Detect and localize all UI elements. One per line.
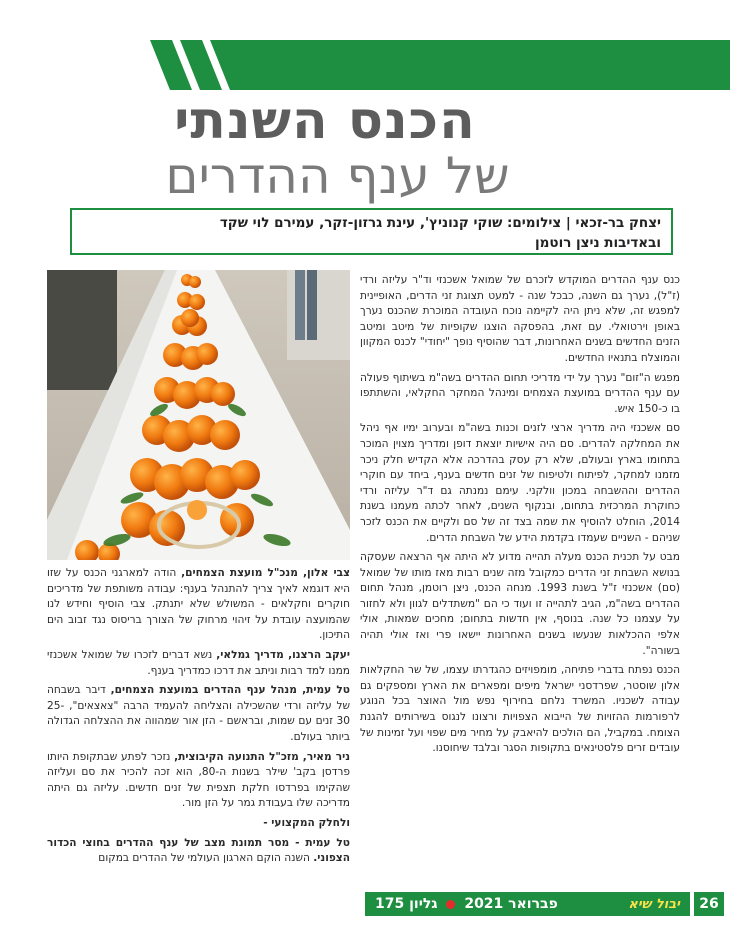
speaker-text: דיבר בשבחה של עליזה ורדי שהשכילה והצליחה להעמיד הרבה "צאצאים", 25-30 זנים עם שמות, ובראשם - הזן אור שמהווה את ההצלחה הגדולה ביותר בעולם.: [47, 684, 350, 743]
issue-number: גליון 175: [375, 896, 438, 912]
speaker-name: טל עמית - מסר תמונת מצב של ענף ההדרים בחוצי הכדור הצפוני.: [47, 836, 350, 865]
speaker-text: השנה הוקם הארגון העולמי של ההדרים במקום: [98, 852, 314, 865]
paragraph: [47, 648, 350, 679]
paragraph: מפגש ה"זום" נערך על ידי מדריכי תחום ההדרים בשה"מ בשיתוף פעולה עם ענף ההדרים במועצת הצמחים ומינהל המחקר החקלאי, והשתתפו בו כ-150 איש.: [360, 371, 680, 415]
page-number: 26: [694, 892, 724, 916]
speaker-text: הודה למארגני הכנס על שזו היא דוגמא לאיך צריך להתנהל בענף: עבודה משותפת של מדריכים חוקרים וחקלאים - המשולש שלא יתנתק. צבי הוסיף וחידש לנו שהמועצה עובדת על זיהוי מרחוק של הצורך בריסוס נגד זבוב הים התיכון.: [47, 567, 350, 642]
paragraph: כנס ענף ההדרים המוקדש לזכרם של שמואל אשכנזי וד"ר עליזה ורדי (ז"ל), נערך גם השנה, כבכל שנה - למעט תצוגת זני הדרים, האופיינית למפגש זה, שלא ניתן היה לקיימה נוכח העובדה המוכרת שהכנס נערך באופן וירטואלי. עם זאת, בהפסקה הוצגו שקופיות של מיטב ומיטב הזנים החדשים בשנים האחרונות, דבר שהוסיף נופך "יחודי" לכנס המקוון והמוצלח בתנאיו החדשים.: [360, 274, 680, 364]
issue-date: פברואר 2021: [464, 896, 558, 912]
paragraph: [47, 816, 350, 832]
speaker-name: צבי אלון, מנכ"ל מועצת הצמחים,: [181, 567, 350, 579]
paragraph: [47, 836, 350, 867]
speaker-text: נשא דברים לזכרו של שמואל אשכנזי ממנו למד רבות וניתב את דרכו כמדריך בענף.: [47, 648, 350, 677]
magazine-logo: יבול שיא: [628, 896, 680, 912]
paragraph: [47, 566, 350, 644]
footer-bar: [365, 892, 690, 916]
speaker-text: נזכר לפתע שבתקופת היותו פרדסן בקב' שילר בשנות ה-80, הוא זכה להכיר את סם ועליזה שהקימו בפרדסו חלקת תצפית של זנים חדשים. עליזה גם היתה מדריכה שלו בעבודת גמר על הזן מור.: [47, 750, 350, 810]
paragraph: מבט על תכנית הכנס מעלה תהייה מדוע לא היתה אף הרצאה שעסקה בנושא השבחת זני הדרים כמקובל מזה שנים רבות מאז מותו של שמואל (סם) אשכנזי ז"ל בשנת 1993. מנחה הכנס, ניצן רוטמן, מנהל תחום ההדרים בשה"מ, הגיב לתהייה זו ועוד כי הם "משתדלים לגוון ולא לחזור על עצמנו כל שנה. בנוסף, אין חדשות בתחום; מחכים שמאות, אולי אלפי ההכלאות שנעשו בשנים האחרונות יישאו פרי ואז אולי תהיה בשורה".: [360, 551, 680, 657]
issue-info: [375, 896, 558, 912]
right-text-column: [360, 273, 680, 761]
paragraph: [47, 750, 350, 812]
article-title-line1: הכנס השנתי: [174, 91, 476, 151]
credits-line2: ובאדיבות ניצן רוטמן: [535, 235, 661, 251]
speaker-name: יעקב הרצנו, מדריך גמלאי,: [216, 648, 350, 661]
speaker-name: ניר מאיר, מזכ"ל התנועה הקיבוצית,: [174, 750, 350, 763]
credits-line1: יצחק בר-זכאי | צילומים: שוקי קנוניץ', עינת גרזון-זקר, עמירם לוי שקד: [219, 215, 661, 231]
section-subheading: ולחלק המקצועי -: [263, 816, 350, 829]
paragraph: [47, 683, 350, 745]
separator-dot-icon: [446, 900, 455, 909]
oranges-display-image: [47, 270, 350, 560]
header-stripes: [150, 40, 730, 90]
credits-box: [70, 208, 673, 255]
paragraph: הכנס נפתח בדברי פתיחה, מומפויזים כהגדרתו עצמו, של שר החקלאות אלון שוסטר, שפרדסני ישראל מיפים ומפארים את הארץ ומספקים גם עבודה לשכניו. המשרד נלחם בחירוף נפש מול האוצר בכל הנוגע לרפורמות ההזויות של הייבוא הצפויות ורצונו לנגוס בשירותים להגנת הצומח. במקביל, הם הולכים להיאבק על מחיר מים שפוי ועל זמינות של עובדים זרים פלסטינאים בתקופות הסגר ובלבד שיחוסנו.: [360, 664, 680, 755]
paragraph: סם אשכנזי היה מדריך ארצי לזנים וכנות בשה"מ ובערוב ימיו אף ניהל את המחלקה להדרים. סם היה אישיות יוצאת דופן ומדריך מצוין המוכר בתחומו בארץ ובעולם, שלא רק עסק בהדרכה אלא הקדיש חלק ניכר מזמנו למחקר, לפיתוח ולטיפוח של זנים חדשים בענף, ביחד עם חוקרי ההדרים וההשבחה במכון וולקני. עימם נמנתה גם ד"ר עליזה ורדי כחוקרת המרכזית בתחום, ובנקוף השנים, לאחר לכתה מעמנו בשנת 2014, הוחלט להוסיף את שמה בצד זה של סם ולקיים את הכנס לזכר שניהם - השניים שעמדו בקדמת הידע של השבחת הדרים.: [360, 422, 680, 544]
left-text-column: [47, 566, 350, 871]
speaker-name: טל עמית, מנהל ענף ההדרים במועצת הצמחים,: [110, 684, 350, 697]
article-title-line2: של ענף ההדרים: [165, 147, 510, 205]
